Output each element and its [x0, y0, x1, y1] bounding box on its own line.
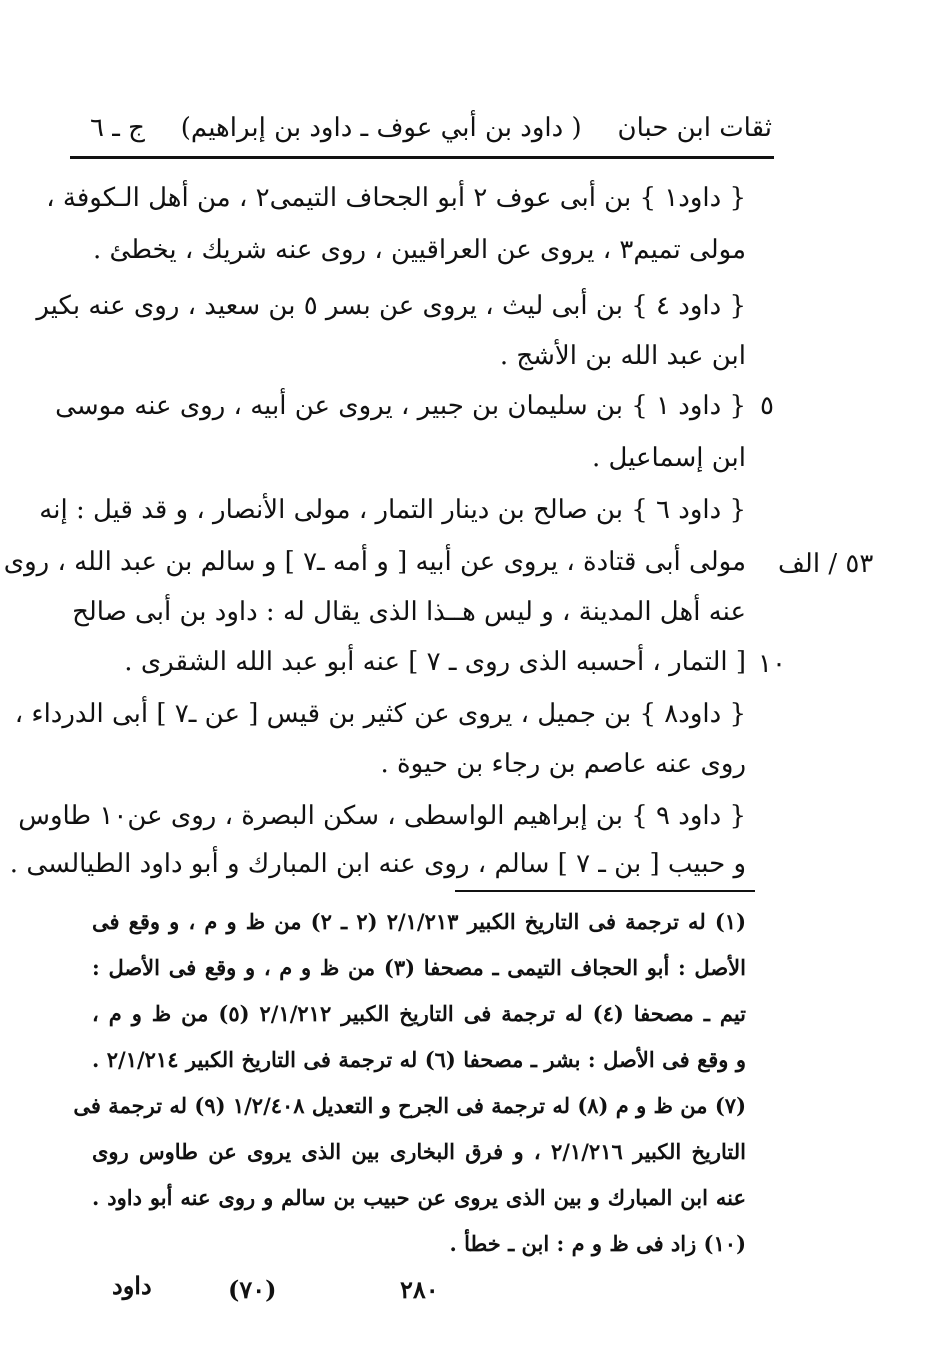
- catchword: داود: [112, 1271, 152, 1300]
- body-line: و حبيب [ بن ـ ٧ ] سالم ، روى عنه ابن المبارك و أبو داود الطيالسى .: [9, 849, 746, 879]
- running-header: [90, 106, 772, 150]
- footnote-line: تيم ـ مصحفا (٤) له ترجمة فى التاريخ الكبير ٢/١/٢١٢ (٥) من ظ و م ،: [92, 1001, 747, 1026]
- volume-label: ج ـ ٦: [90, 113, 145, 143]
- body-line: { داود٨ } بن جميل ، يروى عن كثير بن قيس [ عن ـ٧ ] أبى الدرداء ،: [14, 699, 746, 729]
- body-line: ابن عبد الله بن الأشج .: [499, 341, 746, 371]
- entry-range: ( داود بن أبي عوف ـ داود بن إبراهيم): [180, 113, 582, 143]
- body-line: مولى تميم٣ ، يروى عن العراقيين ، روى عنه شريك ، يخطئ .: [93, 235, 746, 265]
- body-line: ابن إسماعيل .: [591, 443, 746, 473]
- body-line: [ التمار ، أحسبه الذى روى ـ ٧ ] عنه أبو عبد الله الشقرى .: [124, 647, 746, 677]
- footnote-line: الأصل : أبو الحجاف التيمى ـ مصحفا (٣) من ظ و م ، و وقع فى الأصل :: [92, 955, 746, 980]
- body-line: { داود ٤ } بن أبى ليث ، يروى عن بسر ٥ بن سعيد ، روى عنه بكير: [36, 291, 746, 321]
- body-line: عنه أهل المدينة ، و ليس هــذا الذى يقال له : داود بن أبى صالح: [72, 597, 746, 627]
- page-number: ٢٨٠: [400, 1275, 439, 1304]
- line-number-10: ١٠: [758, 649, 786, 679]
- footnote-line: و وقع فى الأصل : بشر ـ مصحفا (٦) له ترجمة فى التاريخ الكبير ٢/١/٢١٤ .: [92, 1047, 746, 1072]
- footnote-line: (٧) من ظ و م (٨) له ترجمة فى الجرح و التعديل ١/٢/٤٠٨ (٩) له ترجمة فى: [73, 1093, 746, 1118]
- body-line: { داود ٩ } بن إبراهيم الواسطى ، سكن البصرة ، روى عن١٠ طاوس: [18, 801, 746, 831]
- body-line: روى عنه عاصم بن رجاء بن حيوة .: [380, 749, 746, 779]
- line-number-5: ٥: [760, 391, 774, 421]
- body-line: { داود ١ } بن سليمان بن جبير ، يروى عن أبيه ، روى عنه موسى: [55, 391, 746, 421]
- footnote-rule: [455, 890, 755, 892]
- entry-count: (٧٠): [228, 1275, 277, 1304]
- header-rule: [70, 156, 774, 159]
- footnote-line: (١) له ترجمة فى التاريخ الكبير ٢/١/٢١٣ (٢ ـ ٢) من ظ و م ، و وقع فى: [92, 909, 747, 934]
- footnote-line: عنه ابن المبارك و بين الذى يروى عن حبيب بن سالم و روى عنه أبو داود .: [92, 1185, 746, 1210]
- body-line: { داود١ } بن أبى عوف ٢ أبو الجحاف التيمى٢ ، من أهل الـكوفة ،: [46, 183, 746, 213]
- book-title: ثقات ابن حبان: [617, 113, 772, 143]
- footnote-line: (١٠) زاد فى ظ و م : ابن ـ خطأ .: [449, 1231, 746, 1256]
- body-line: مولى أبى قتادة ، يروى عن أبيه [ و أمه ـ٧ ] و سالم بن عبد الله ، روى: [3, 547, 746, 577]
- body-line: { داود ٦ } بن صالح بن دينار التمار ، مولى الأنصار ، و قد قيل : إنه: [39, 495, 746, 525]
- footnote-line: التاريخ الكبير ٢/١/٢١٦ ، و فرق البخارى بين الذى يروى عن طاوس روى: [92, 1139, 746, 1164]
- folio-mark: ٥٣ / الف: [778, 549, 874, 579]
